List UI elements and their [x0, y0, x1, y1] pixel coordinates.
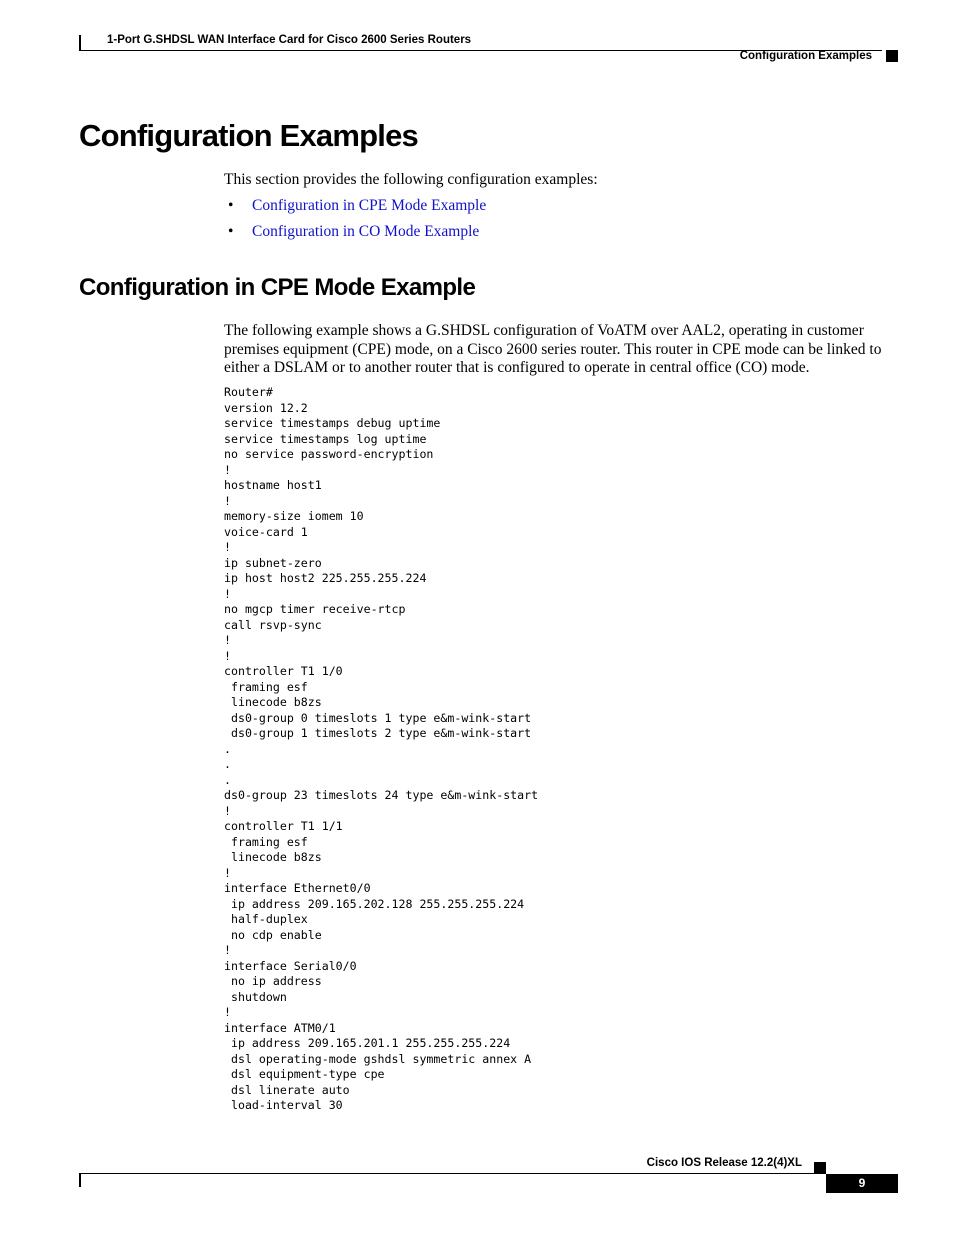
code-line: !: [224, 803, 231, 818]
intro-text: This section provides the following configuration examples:: [224, 171, 598, 188]
example-link-list: [224, 197, 486, 249]
code-line: !: [224, 943, 231, 957]
code-line: ip host host2 225.255.255.224: [224, 571, 427, 585]
footer-release: Cisco IOS Release 12.2(4)XL: [646, 1157, 802, 1169]
header-section-name: Configuration Examples: [739, 50, 872, 62]
code-line: hostname host1: [224, 478, 322, 492]
code-line: .: [224, 772, 231, 787]
code-line: framing esf: [224, 834, 308, 849]
code-line: linecode b8zs: [224, 695, 322, 709]
config-code-block: [224, 385, 538, 1114]
footer-rule: [79, 1173, 822, 1174]
code-line: dsl operating-mode gshdsl symmetric annex A: [224, 1051, 532, 1066]
list-item: [224, 197, 486, 223]
code-line: !: [224, 648, 231, 663]
code-line: interface Serial0/0: [224, 958, 357, 973]
code-line: .: [224, 757, 231, 771]
code-line: interface Ethernet0/0: [224, 881, 371, 895]
code-line: controller T1 1/0: [224, 664, 343, 678]
code-line: linecode b8zs: [224, 850, 322, 864]
code-line: !: [224, 540, 231, 554]
code-line: !: [224, 586, 231, 601]
code-line: service timestamps log uptime: [224, 431, 427, 446]
code-line: !: [224, 1005, 231, 1019]
code-line: controller T1 1/1: [224, 819, 343, 833]
link-co-mode-example[interactable]: Configuration in CO Mode Example: [252, 223, 480, 240]
footer-left-bar: [79, 1173, 81, 1187]
code-line: dsl linerate auto: [224, 1082, 350, 1097]
section-heading: Configuration in CPE Mode Example: [79, 274, 476, 301]
code-line: version 12.2: [224, 400, 308, 415]
header-marker: [886, 50, 898, 62]
page-number: 9: [826, 1174, 898, 1193]
header-left-bar: [79, 35, 81, 51]
bullet-icon: •: [228, 223, 234, 240]
code-line: .: [224, 741, 231, 756]
code-line: ip address 209.165.202.128 255.255.255.224: [224, 896, 525, 911]
list-item: [224, 223, 486, 249]
code-line: memory-size iomem 10: [224, 509, 364, 523]
code-line: service timestamps debug uptime: [224, 416, 441, 430]
code-line: load-interval 30: [224, 1098, 343, 1112]
code-line: no service password-encryption: [224, 447, 434, 461]
description-paragraph: The following example shows a G.SHDSL configuration of VoATM over AAL2, operating in customer premises equipment (CPE) mode, on a Cisco 2600 series router. This router in CPE mode can be linked to either a DSLAM or to another router that is configured to operate in central office (CO) mode.: [224, 322, 882, 376]
code-line: ds0-group 23 timeslots 24 type e&m-wink-start: [224, 788, 539, 802]
code-line: framing esf: [224, 679, 308, 694]
code-line: no cdp enable: [224, 927, 322, 942]
code-line: interface ATM0/1: [224, 1020, 336, 1035]
code-line: voice-card 1: [224, 524, 308, 539]
code-line: ip subnet-zero: [224, 555, 322, 570]
code-line: !: [224, 493, 231, 508]
code-line: half-duplex: [224, 912, 308, 926]
code-line: ds0-group 0 timeslots 1 type e&m-wink-start: [224, 710, 532, 725]
page-title: Configuration Examples: [79, 118, 418, 153]
code-line: no mgcp timer receive-rtcp: [224, 602, 406, 616]
bullet-icon: •: [228, 197, 234, 214]
code-line: !: [224, 462, 231, 477]
header-doc-title: 1-Port G.SHDSL WAN Interface Card for Cisco 2600 Series Routers: [107, 34, 472, 46]
link-cpe-mode-example[interactable]: Configuration in CPE Mode Example: [252, 197, 487, 214]
code-line: call rsvp-sync: [224, 617, 322, 632]
code-line: dsl equipment-type cpe: [224, 1067, 385, 1081]
code-line: !: [224, 633, 231, 647]
code-line: ds0-group 1 timeslots 2 type e&m-wink-start: [224, 726, 532, 740]
code-line: shutdown: [224, 989, 287, 1004]
code-line: ip address 209.165.201.1 255.255.255.224: [224, 1036, 511, 1050]
code-line: no ip address: [224, 974, 322, 988]
code-line: !: [224, 865, 231, 880]
code-line: Router#: [224, 385, 273, 399]
